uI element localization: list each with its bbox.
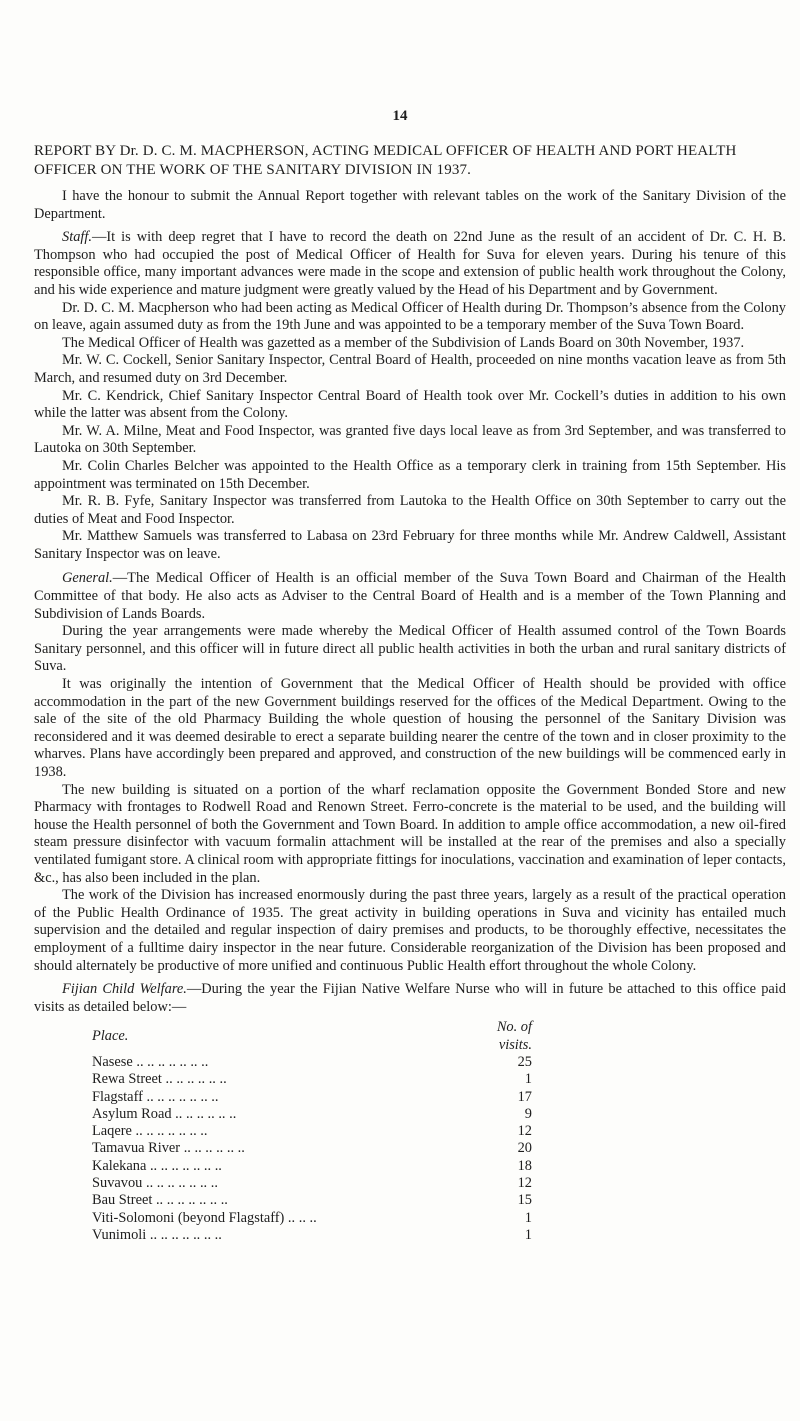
paragraph-text: —It is with deep regret that I have to record the death on 22nd June as the result of an accident of Dr. C. H. B. Thompson who had occupied the post of Medical Officer of Health for Suva for eleven years. During his tenure of this responsible office, many important advances were made in the scope and extension of public health work throughout the Colony, and his wide experience and mature judgment were greatly valued by the Head of his Department and by Government. [34, 229, 786, 298]
dot-leader: .. .. .. .. .. .. [163, 1192, 228, 1209]
place-name: Viti-Solomoni (beyond Flagstaff) [92, 1209, 285, 1226]
paragraph [34, 388, 786, 423]
visit-count: 1 [524, 1071, 532, 1088]
visit-count: 25 [517, 1053, 532, 1070]
paragraph-text: Mr. W. C. Cockell, Senior Sanitary Inspector, Central Board of Health, proceeded on nine months vacation leave as from 5th March, and resumed duty on 3rd December. [34, 352, 786, 386]
paragraph [34, 335, 786, 353]
dot-leader: .. .. .. .. .. .. [161, 1071, 227, 1088]
header-place: Place. [92, 1027, 129, 1044]
paragraph-lead: Staff. [62, 229, 92, 246]
place-cell [92, 1192, 462, 1209]
paragraph-text: Mr. Matthew Samuels was transferred to Labasa on 23rd February for three months while Mr. Andrew Caldwell, Assistant Sanitary Inspector was on leave. [34, 528, 786, 562]
paragraph-text: The Medical Officer of Health was gazetted as a member of the Subdivision of Lands Board on 30th November, 1937. [62, 334, 745, 351]
dot-leader: .. .. .. [284, 1209, 317, 1226]
dot-leader: .. .. .. .. .. .. .. [132, 1053, 209, 1070]
visit-count: 12 [517, 1123, 532, 1140]
place-name: Nasese [92, 1053, 133, 1070]
report-heading: REPORT BY Dr. D. C. M. MACPHERSON, ACTING MEDICAL OFFICER OF HEALTH AND PORT HEALTH OFFICER ON THE WORK OF THE SANITARY DIVISION IN 1937. [34, 143, 737, 178]
paragraphs [34, 188, 786, 1016]
visits-table-body [92, 1054, 532, 1244]
paragraph [34, 623, 786, 676]
paragraph-text: The work of the Division has increased enormously during the past three years, largely as a result of the practical operation of the Public Health Ordinance of 1935. The great activity in building operations in Suva and vicinity has entailed much supervision and the detailed and regular inspection of dairy premises and products, to be thoroughly effective, necessitates the employment of a fulltime dairy inspector in the near future. Considerable reorganization of the Division has been proposed and should alternately be productive of more unified and continuous Public Health effort throughout the whole Colony. [34, 887, 786, 974]
paragraph-text: During the year arrangements were made whereby the Medical Officer of Health assumed control of the Town Boards Sanitary personnel, and this officer will in future direct all public health activities in both the urban and rural sanitary districts of Suva. [34, 623, 786, 675]
visits-table-header [92, 1019, 532, 1054]
table-row [92, 1140, 532, 1157]
paragraph [34, 528, 786, 563]
place-name: Kalekana [92, 1157, 147, 1174]
paragraph-text: Mr. R. B. Fyfe, Sanitary Inspector was transferred from Lautoka to the Health Office on 30th September to carry out the duties of Meat and Food Inspector. [34, 493, 786, 527]
place-name: Bau Street .. [92, 1192, 164, 1209]
paragraph [34, 676, 786, 782]
table-row [92, 1210, 532, 1227]
dot-leader: .. .. .. .. .. .. .. [142, 1088, 219, 1105]
dot-leader: .. .. .. .. .. .. .. [142, 1174, 218, 1191]
place-name: Tamavua River [92, 1140, 181, 1157]
table-row [92, 1192, 532, 1209]
paragraph [34, 423, 786, 458]
table-row [92, 1158, 532, 1175]
place-cell [92, 1123, 462, 1140]
place-cell [92, 1054, 462, 1071]
paragraph [34, 300, 786, 335]
paragraph [34, 229, 786, 299]
place-name: Suvavou [92, 1174, 143, 1191]
paragraph [34, 493, 786, 528]
place-name: Flagstaff [92, 1088, 143, 1105]
visit-count: 20 [517, 1140, 532, 1157]
header-visits: No. of visits. [496, 1019, 532, 1053]
place-cell [92, 1158, 462, 1175]
place-name: Asylum Road [92, 1105, 172, 1122]
paragraph [34, 188, 786, 223]
page-number: 14 [392, 108, 408, 124]
paragraph-text: The new building is situated on a portion of the wharf reclamation opposite the Government Bonded Store and new Pharmacy with frontages to Rodwell Road and Renown Street. Ferro-concrete is the material to be used, and the building will house the Health personnel of both the Government and Town Board. In addition to ample office accommodation, a new oil-fired steam pressure disinfector with vacuum formalin attachment will be installed at the rear of the premises and also a specially ventilated fumigant store. A clinical room with appropriate fittings for inoculations, vaccination and examination of leper contacts, &c., has also been included in the plan. [34, 781, 786, 886]
place-name: Rewa Street [92, 1071, 162, 1088]
dot-leader: .. .. .. .. .. .. [180, 1140, 245, 1157]
paragraph-text: Mr. C. Kendrick, Chief Sanitary Inspector Central Board of Health took over Mr. Cockell’s duties in addition to his own while the latter was absent from the Colony. [34, 387, 786, 422]
dot-leader: .. .. .. .. .. .. .. [146, 1157, 222, 1174]
place-cell [92, 1106, 462, 1123]
table-row [92, 1071, 532, 1088]
table-row [92, 1054, 532, 1071]
table-row [92, 1106, 532, 1123]
visits-table [92, 1019, 532, 1244]
visit-count: 12 [517, 1174, 532, 1191]
table-row [92, 1123, 532, 1140]
paragraph [34, 782, 786, 888]
paragraph-text: Mr. W. A. Milne, Meat and Food Inspector, was granted five days local leave as from 3rd September, and was transferred to Lautoka on 30th September. [34, 422, 786, 457]
dot-leader: .. .. .. .. .. .. [171, 1105, 237, 1122]
dot-leader: .. .. .. .. .. .. .. [131, 1123, 208, 1140]
visit-count: 15 [517, 1192, 532, 1209]
paragraph [34, 570, 786, 623]
place-name: Vunimoli [92, 1226, 147, 1243]
place-cell [92, 1210, 462, 1227]
paragraph-lead: General. [62, 570, 113, 587]
paragraph-text: —The Medical Officer of Health is an official member of the Suva Town Board and Chairman of the Health Committee of that body. He also acts as Adviser to the Central Board of Health and is a member of the Town Planning and Subdivision of Lands Boards. [34, 570, 786, 622]
place-cell [92, 1140, 462, 1157]
paragraph [34, 352, 786, 387]
table-row [92, 1175, 532, 1192]
paragraph [34, 458, 786, 493]
visit-count: 18 [517, 1157, 532, 1174]
place-cell [92, 1089, 462, 1106]
paragraph-text: I have the honour to submit the Annual Report together with relevant tables on the work of the Sanitary Division of the Department. [34, 188, 786, 222]
table-row [92, 1227, 532, 1244]
place-cell [92, 1175, 462, 1192]
paragraph-text: Dr. D. C. M. Macpherson who had been acting as Medical Officer of Health during Dr. Thompson’s absence from the Colony on leave, again assumed duty as from the 19th June and was appointed to be a temporary member of the Suva Town Board. [34, 299, 786, 334]
place-name: Laqere [92, 1123, 132, 1140]
paragraph-text: —During the year the Fijian Native Welfare Nurse who will in future be attached to this office paid visits as detailed below:— [34, 981, 786, 1015]
report-body [34, 142, 786, 1244]
paragraph-lead: Fijian Child Welfare. [62, 981, 187, 998]
visit-count: 9 [524, 1105, 532, 1122]
table-row [92, 1089, 532, 1106]
visit-count: 1 [524, 1209, 532, 1226]
visit-count: 17 [517, 1088, 532, 1105]
paragraph [34, 981, 786, 1016]
place-cell [92, 1227, 462, 1244]
paragraph-text: It was originally the intention of Government that the Medical Officer of Health should be provided with office accommodation in the part of the new Government buildings reserved for the offices of the Medical Department. Owing to the sale of the site of the old Pharmacy Building the whole question of housing the personnel of the Sanitary Division was reconsidered and it was deemed desirable to erect a separate building nearer the centre of the town and in closer proximity to the wharves. Plans have accordingly been prepared and approved, and construction of the new buildings will be commenced early in 1938. [34, 676, 786, 780]
paragraph [34, 887, 786, 975]
visit-count: 1 [524, 1226, 532, 1243]
paragraph-text: Mr. Colin Charles Belcher was appointed to the Health Office as a temporary clerk in training from 15th September. His appointment was terminated on 15th December. [34, 457, 786, 492]
place-cell [92, 1071, 462, 1088]
dot-leader: .. .. .. .. .. .. .. [146, 1226, 222, 1243]
